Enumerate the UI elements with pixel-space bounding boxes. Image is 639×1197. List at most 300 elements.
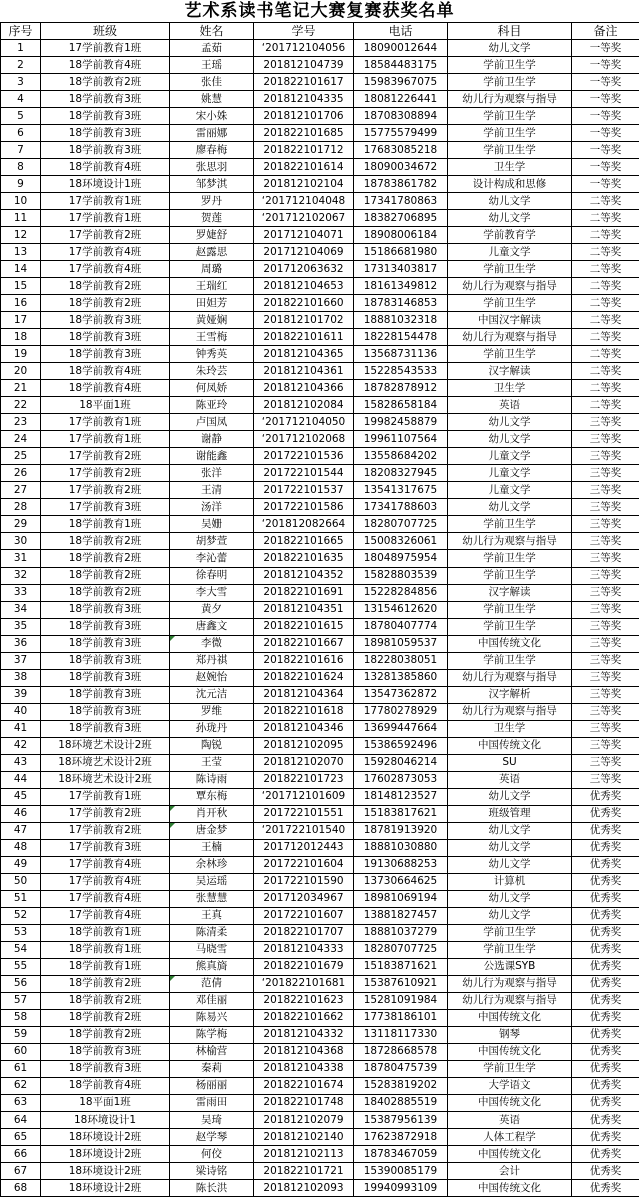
- cell-remark: 优秀奖: [572, 839, 639, 856]
- cell-phone: 15928046214: [354, 754, 448, 771]
- cell-index: 56: [1, 975, 41, 992]
- cell-index: 8: [1, 159, 41, 176]
- cell-student-id: 201812102093: [254, 1180, 354, 1197]
- cell-name: 何凤娇: [170, 380, 254, 397]
- cell-class: 18学前教育3班: [41, 618, 170, 635]
- cell-student-id: 201822101617: [254, 74, 354, 91]
- cell-phone: 18708308894: [354, 108, 448, 125]
- cell-remark: 优秀奖: [572, 856, 639, 873]
- cell-subject: 中国传统文化: [448, 1146, 572, 1163]
- cell-student-id: 201822101635: [254, 550, 354, 567]
- cell-index: 13: [1, 244, 41, 261]
- cell-subject: 幼儿文学: [448, 40, 572, 57]
- cell-phone: 15828803539: [354, 567, 448, 584]
- cell-class: 18学前教育4班: [41, 57, 170, 74]
- cell-phone: 18782878912: [354, 380, 448, 397]
- cell-class: 18学前教育3班: [41, 346, 170, 363]
- cell-remark: 三等奖: [572, 669, 639, 686]
- cell-phone: 13281385860: [354, 669, 448, 686]
- table-row: [1, 720, 639, 737]
- cell-index: 67: [1, 1163, 41, 1180]
- cell-subject: 大学语文: [448, 1077, 572, 1094]
- cell-name: 吴姗: [170, 516, 254, 533]
- cell-subject: 幼儿文学: [448, 839, 572, 856]
- cell-class: 18学前教育3班: [41, 91, 170, 108]
- cell-index: 26: [1, 465, 41, 482]
- cell-index: 61: [1, 1060, 41, 1077]
- cell-index: 16: [1, 295, 41, 312]
- cell-student-id: 201812102140: [254, 1129, 354, 1146]
- cell-index: 42: [1, 737, 41, 754]
- cell-subject: 幼儿行为观察与指导: [448, 669, 572, 686]
- table-row: [1, 669, 639, 686]
- cell-class: 17学前教育3班: [41, 499, 170, 516]
- cell-subject: 幼儿行为观察与指导: [448, 329, 572, 346]
- cell-class: 18环境设计1: [41, 1112, 170, 1129]
- cell-name: 陈长洪: [170, 1180, 254, 1197]
- cell-index: 52: [1, 907, 41, 924]
- cell-class: 18学前教育3班: [41, 1043, 170, 1060]
- cell-name: 陈亚玲: [170, 397, 254, 414]
- cell-subject: 中国汉字解读: [448, 312, 572, 329]
- cell-name: 张洋: [170, 465, 254, 482]
- cell-subject: 英语: [448, 397, 572, 414]
- cell-class: 17学前教育1班: [41, 431, 170, 448]
- cell-name: 梁诗铭: [170, 1163, 254, 1180]
- cell-name: 汤洋: [170, 499, 254, 516]
- cell-subject: 幼儿行为观察与指导: [448, 703, 572, 720]
- cell-class: 18学前教育3班: [41, 312, 170, 329]
- cell-subject: 幼儿行为观察与指导: [448, 91, 572, 108]
- cell-class: 18学前教育4班: [41, 1077, 170, 1094]
- cell-class: 18环境艺术设计2班: [41, 754, 170, 771]
- table-row: [1, 159, 639, 176]
- cell-phone: 15183871621: [354, 958, 448, 975]
- table-row: [1, 890, 639, 907]
- cell-index: 14: [1, 261, 41, 278]
- cell-index: 64: [1, 1112, 41, 1129]
- table-row: [1, 754, 639, 771]
- cell-subject: 学前卫生学: [448, 1060, 572, 1077]
- cell-name: 雷雨田: [170, 1094, 254, 1111]
- cell-class: 17学前教育2班: [41, 805, 170, 822]
- cell-class: 18环境设计2班: [41, 1180, 170, 1197]
- cell-index: 62: [1, 1077, 41, 1094]
- cell-name: 余林珍: [170, 856, 254, 873]
- cell-index: 50: [1, 873, 41, 890]
- cell-phone: 15390085179: [354, 1163, 448, 1180]
- table-row: [1, 1180, 639, 1197]
- cell-name: 肖开秋: [170, 805, 254, 822]
- cell-index: 60: [1, 1043, 41, 1060]
- cell-student-id: 201812104366: [254, 380, 354, 397]
- cell-phone: 18161349812: [354, 278, 448, 295]
- cell-student-id: 201822101712: [254, 142, 354, 159]
- cell-class: 18学前教育2班: [41, 1009, 170, 1026]
- cell-name: 陈清柔: [170, 924, 254, 941]
- cell-subject: 幼儿文学: [448, 193, 572, 210]
- table-row: [1, 346, 639, 363]
- cell-index: 2: [1, 57, 41, 74]
- cell-subject: 学前卫生学: [448, 516, 572, 533]
- cell-remark: 一等奖: [572, 91, 639, 108]
- cell-name: 李沁蕾: [170, 550, 254, 567]
- table-row: [1, 686, 639, 703]
- cell-class: 18学前教育3班: [41, 686, 170, 703]
- cell-subject: 幼儿文学: [448, 856, 572, 873]
- table-row: [1, 941, 639, 958]
- cell-index: 11: [1, 210, 41, 227]
- cell-class: 17学前教育1班: [41, 210, 170, 227]
- cell-class: 18学前教育3班: [41, 720, 170, 737]
- cell-subject: 学前卫生学: [448, 550, 572, 567]
- table-row: [1, 1129, 639, 1146]
- cell-subject: 幼儿行为观察与指导: [448, 533, 572, 550]
- cell-name: 赵学琴: [170, 1129, 254, 1146]
- cell-class: 18学前教育1班: [41, 924, 170, 941]
- cell-class: 17学前教育2班: [41, 465, 170, 482]
- cell-student-id: 201812104335: [254, 91, 354, 108]
- cell-index: 6: [1, 125, 41, 142]
- cell-name: 郑丹祺: [170, 652, 254, 669]
- header-class: 班级: [41, 23, 170, 40]
- cell-student-id: 201822101748: [254, 1094, 354, 1111]
- cell-student-id: 201812102079: [254, 1112, 354, 1129]
- cell-name: 何佼: [170, 1146, 254, 1163]
- table-row: [1, 635, 639, 652]
- cell-subject: 中国传统文化: [448, 635, 572, 652]
- cell-subject: 幼儿文学: [448, 414, 572, 431]
- cell-class: 18学前教育3班: [41, 652, 170, 669]
- cell-remark: 优秀奖: [572, 1060, 639, 1077]
- cell-subject: 学前卫生学: [448, 618, 572, 635]
- cell-remark: 优秀奖: [572, 873, 639, 890]
- cell-remark: 三等奖: [572, 601, 639, 618]
- cell-remark: 二等奖: [572, 295, 639, 312]
- cell-remark: 三等奖: [572, 618, 639, 635]
- cell-index: 37: [1, 652, 41, 669]
- cell-index: 68: [1, 1180, 41, 1197]
- cell-student-id: 201822101685: [254, 125, 354, 142]
- cell-remark: 优秀奖: [572, 1009, 639, 1026]
- cell-name: 林榆营: [170, 1043, 254, 1060]
- cell-class: 17学前教育4班: [41, 856, 170, 873]
- cell-student-id: 201812102084: [254, 397, 354, 414]
- cell-name: 陶锐: [170, 737, 254, 754]
- cell-student-id: 201812102113: [254, 1146, 354, 1163]
- cell-name: 朱玲芸: [170, 363, 254, 380]
- cell-remark: 一等奖: [572, 57, 639, 74]
- cell-remark: 三等奖: [572, 516, 639, 533]
- cell-name: 贺莲: [170, 210, 254, 227]
- cell-student-id: 201822101662: [254, 1009, 354, 1026]
- cell-name: 孟茹: [170, 40, 254, 57]
- cell-index: 43: [1, 754, 41, 771]
- cell-subject: 学前卫生学: [448, 57, 572, 74]
- cell-student-id: 201712034967: [254, 890, 354, 907]
- table-row: [1, 873, 639, 890]
- cell-phone: 18228154478: [354, 329, 448, 346]
- cell-subject: 会计: [448, 1163, 572, 1180]
- cell-index: 33: [1, 584, 41, 601]
- cell-name: 张佳: [170, 74, 254, 91]
- table-row: [1, 499, 639, 516]
- cell-remark: 优秀奖: [572, 822, 639, 839]
- cell-student-id: 201712104069: [254, 244, 354, 261]
- cell-student-id: 201822101614: [254, 159, 354, 176]
- cell-student-id: 201812102070: [254, 754, 354, 771]
- cell-student-id: 201812101702: [254, 312, 354, 329]
- table-row: [1, 618, 639, 635]
- cell-index: 36: [1, 635, 41, 652]
- cell-student-id: 201822101660: [254, 295, 354, 312]
- cell-phone: 18148123527: [354, 788, 448, 805]
- cell-class: 18学前教育2班: [41, 278, 170, 295]
- cell-remark: 三等奖: [572, 533, 639, 550]
- cell-student-id: ‘201812082664: [254, 516, 354, 533]
- cell-phone: 18228038051: [354, 652, 448, 669]
- cell-class: 17学前教育2班: [41, 227, 170, 244]
- cell-class: 17学前教育1班: [41, 193, 170, 210]
- cell-phone: 13730664625: [354, 873, 448, 890]
- cell-class: 17学前教育2班: [41, 482, 170, 499]
- cell-name: 钟秀英: [170, 346, 254, 363]
- cell-index: 45: [1, 788, 41, 805]
- cell-index: 66: [1, 1146, 41, 1163]
- cell-phone: 15008326061: [354, 533, 448, 550]
- cell-class: 18环境设计2班: [41, 1163, 170, 1180]
- cell-phone: 15387956139: [354, 1112, 448, 1129]
- cell-subject: 英语: [448, 1112, 572, 1129]
- cell-remark: 二等奖: [572, 278, 639, 295]
- cell-student-id: 201822101707: [254, 924, 354, 941]
- cell-phone: 17738186101: [354, 1009, 448, 1026]
- table-row: [1, 142, 639, 159]
- cell-remark: 一等奖: [572, 108, 639, 125]
- cell-remark: 优秀奖: [572, 788, 639, 805]
- cell-name: 宋小姝: [170, 108, 254, 125]
- cell-name: 黄夕: [170, 601, 254, 618]
- cell-phone: 18208327945: [354, 465, 448, 482]
- table-row: [1, 516, 639, 533]
- cell-index: 55: [1, 958, 41, 975]
- cell-name: 周璐: [170, 261, 254, 278]
- cell-student-id: 201812104365: [254, 346, 354, 363]
- cell-subject: 学前卫生学: [448, 142, 572, 159]
- cell-name: 雷丽娜: [170, 125, 254, 142]
- cell-class: 18环境设计2班: [41, 1146, 170, 1163]
- table-row: [1, 465, 639, 482]
- cell-subject: 卫生学: [448, 159, 572, 176]
- cell-name: 罗丹: [170, 193, 254, 210]
- cell-student-id: ‘201722101540: [254, 822, 354, 839]
- cell-index: 49: [1, 856, 41, 873]
- cell-index: 65: [1, 1129, 41, 1146]
- cell-remark: 三等奖: [572, 635, 639, 652]
- cell-phone: 18783861782: [354, 176, 448, 193]
- cell-phone: 13547362872: [354, 686, 448, 703]
- cell-index: 51: [1, 890, 41, 907]
- cell-index: 34: [1, 601, 41, 618]
- cell-phone: 18728668578: [354, 1043, 448, 1060]
- cell-student-id: 201722101551: [254, 805, 354, 822]
- cell-phone: 15228543533: [354, 363, 448, 380]
- cell-remark: 三等奖: [572, 550, 639, 567]
- cell-remark: 优秀奖: [572, 907, 639, 924]
- page-title: 艺术系读书笔记大赛复赛获奖名单: [0, 0, 639, 22]
- cell-class: 18学前教育4班: [41, 363, 170, 380]
- cell-student-id: 201822101723: [254, 771, 354, 788]
- cell-remark: 三等奖: [572, 754, 639, 771]
- cell-subject: 学前卫生学: [448, 125, 572, 142]
- cell-name: 黄娅娴: [170, 312, 254, 329]
- cell-name: 赵露思: [170, 244, 254, 261]
- cell-class: 18学前教育4班: [41, 159, 170, 176]
- table-row: [1, 975, 639, 992]
- cell-subject: 幼儿文学: [448, 890, 572, 907]
- cell-class: 17学前教育1班: [41, 40, 170, 57]
- table-row: [1, 244, 639, 261]
- table-row: [1, 822, 639, 839]
- cell-index: 53: [1, 924, 41, 941]
- cell-index: 48: [1, 839, 41, 856]
- cell-name: 陈易兴: [170, 1009, 254, 1026]
- cell-class: 18学前教育2班: [41, 567, 170, 584]
- cell-student-id: 201722101590: [254, 873, 354, 890]
- cell-phone: 18048975954: [354, 550, 448, 567]
- cell-index: 58: [1, 1009, 41, 1026]
- table-row: [1, 992, 639, 1009]
- cell-index: 32: [1, 567, 41, 584]
- cell-name: 秦莉: [170, 1060, 254, 1077]
- cell-index: 46: [1, 805, 41, 822]
- cell-phone: 13699447664: [354, 720, 448, 737]
- cell-phone: 18981059537: [354, 635, 448, 652]
- cell-phone: 13541317675: [354, 482, 448, 499]
- cell-subject: 儿童文学: [448, 448, 572, 465]
- cell-student-id: 201822101679: [254, 958, 354, 975]
- cell-phone: 18781913920: [354, 822, 448, 839]
- table-row: [1, 805, 639, 822]
- cell-subject: 中国传统文化: [448, 1009, 572, 1026]
- award-table: [0, 22, 639, 1197]
- cell-student-id: ‘201712102068: [254, 431, 354, 448]
- cell-subject: 幼儿文学: [448, 907, 572, 924]
- cell-class: 18学前教育2班: [41, 295, 170, 312]
- cell-remark: 二等奖: [572, 312, 639, 329]
- cell-class: 18学前教育4班: [41, 380, 170, 397]
- table-row: [1, 40, 639, 57]
- cell-name: 谢能鑫: [170, 448, 254, 465]
- cell-phone: 18090034672: [354, 159, 448, 176]
- cell-index: 47: [1, 822, 41, 839]
- cell-index: 28: [1, 499, 41, 516]
- cell-subject: 汉字解读: [448, 584, 572, 601]
- cell-remark: 优秀奖: [572, 1026, 639, 1043]
- table-row: [1, 295, 639, 312]
- cell-remark: 三等奖: [572, 499, 639, 516]
- cell-remark: 三等奖: [572, 567, 639, 584]
- cell-index: 35: [1, 618, 41, 635]
- cell-index: 15: [1, 278, 41, 295]
- cell-name: 唐金梦: [170, 822, 254, 839]
- cell-subject: 学前卫生学: [448, 108, 572, 125]
- cell-phone: 18780475739: [354, 1060, 448, 1077]
- cell-name: 范倩: [170, 975, 254, 992]
- cell-student-id: 201822101674: [254, 1077, 354, 1094]
- cell-remark: 三等奖: [572, 584, 639, 601]
- cell-subject: 学前卫生学: [448, 924, 572, 941]
- cell-subject: 设计构成和思修: [448, 176, 572, 193]
- cell-index: 63: [1, 1094, 41, 1111]
- cell-subject: 幼儿行为观察与指导: [448, 975, 572, 992]
- cell-remark: 二等奖: [572, 329, 639, 346]
- cell-class: 18学前教育2班: [41, 533, 170, 550]
- table-row: [1, 907, 639, 924]
- cell-index: 7: [1, 142, 41, 159]
- cell-name: 马晓雪: [170, 941, 254, 958]
- cell-class: 18学前教育1班: [41, 941, 170, 958]
- table-row: [1, 448, 639, 465]
- cell-remark: 二等奖: [572, 193, 639, 210]
- cell-remark: 三等奖: [572, 431, 639, 448]
- cell-remark: 三等奖: [572, 465, 639, 482]
- cell-class: 18学前教育3班: [41, 125, 170, 142]
- cell-remark: 优秀奖: [572, 924, 639, 941]
- cell-index: 22: [1, 397, 41, 414]
- cell-student-id: 201812104332: [254, 1026, 354, 1043]
- cell-phone: 15228284856: [354, 584, 448, 601]
- cell-subject: 学前卫生学: [448, 261, 572, 278]
- cell-remark: 优秀奖: [572, 1129, 639, 1146]
- table-row: [1, 1077, 639, 1094]
- cell-student-id: 201822101611: [254, 329, 354, 346]
- cell-phone: 18382706895: [354, 210, 448, 227]
- cell-remark: 优秀奖: [572, 805, 639, 822]
- cell-student-id: 201712104071: [254, 227, 354, 244]
- table-row: [1, 193, 639, 210]
- table-row: [1, 312, 639, 329]
- cell-subject: 中国传统文化: [448, 1180, 572, 1197]
- table-row: [1, 1026, 639, 1043]
- cell-phone: 15386592496: [354, 737, 448, 754]
- header-index: 序号: [1, 23, 41, 40]
- cell-index: 27: [1, 482, 41, 499]
- cell-class: 18学前教育3班: [41, 1060, 170, 1077]
- cell-index: 17: [1, 312, 41, 329]
- cell-name: 王雪梅: [170, 329, 254, 346]
- cell-phone: 13154612620: [354, 601, 448, 618]
- cell-remark: 三等奖: [572, 652, 639, 669]
- cell-name: 胡梦萱: [170, 533, 254, 550]
- cell-name: 徐春明: [170, 567, 254, 584]
- cell-remark: 优秀奖: [572, 1094, 639, 1111]
- cell-index: 29: [1, 516, 41, 533]
- cell-phone: 18090012644: [354, 40, 448, 57]
- cell-name: 沈元洁: [170, 686, 254, 703]
- cell-name: 孙珑丹: [170, 720, 254, 737]
- table-row: [1, 1009, 639, 1026]
- cell-phone: 17602873053: [354, 771, 448, 788]
- cell-student-id: 201812104333: [254, 941, 354, 958]
- cell-remark: 一等奖: [572, 40, 639, 57]
- cell-name: 吴琦: [170, 1112, 254, 1129]
- cell-subject: 卫生学: [448, 720, 572, 737]
- cell-student-id: 201822101615: [254, 618, 354, 635]
- cell-subject: 钢琴: [448, 1026, 572, 1043]
- cell-index: 44: [1, 771, 41, 788]
- cell-remark: 二等奖: [572, 380, 639, 397]
